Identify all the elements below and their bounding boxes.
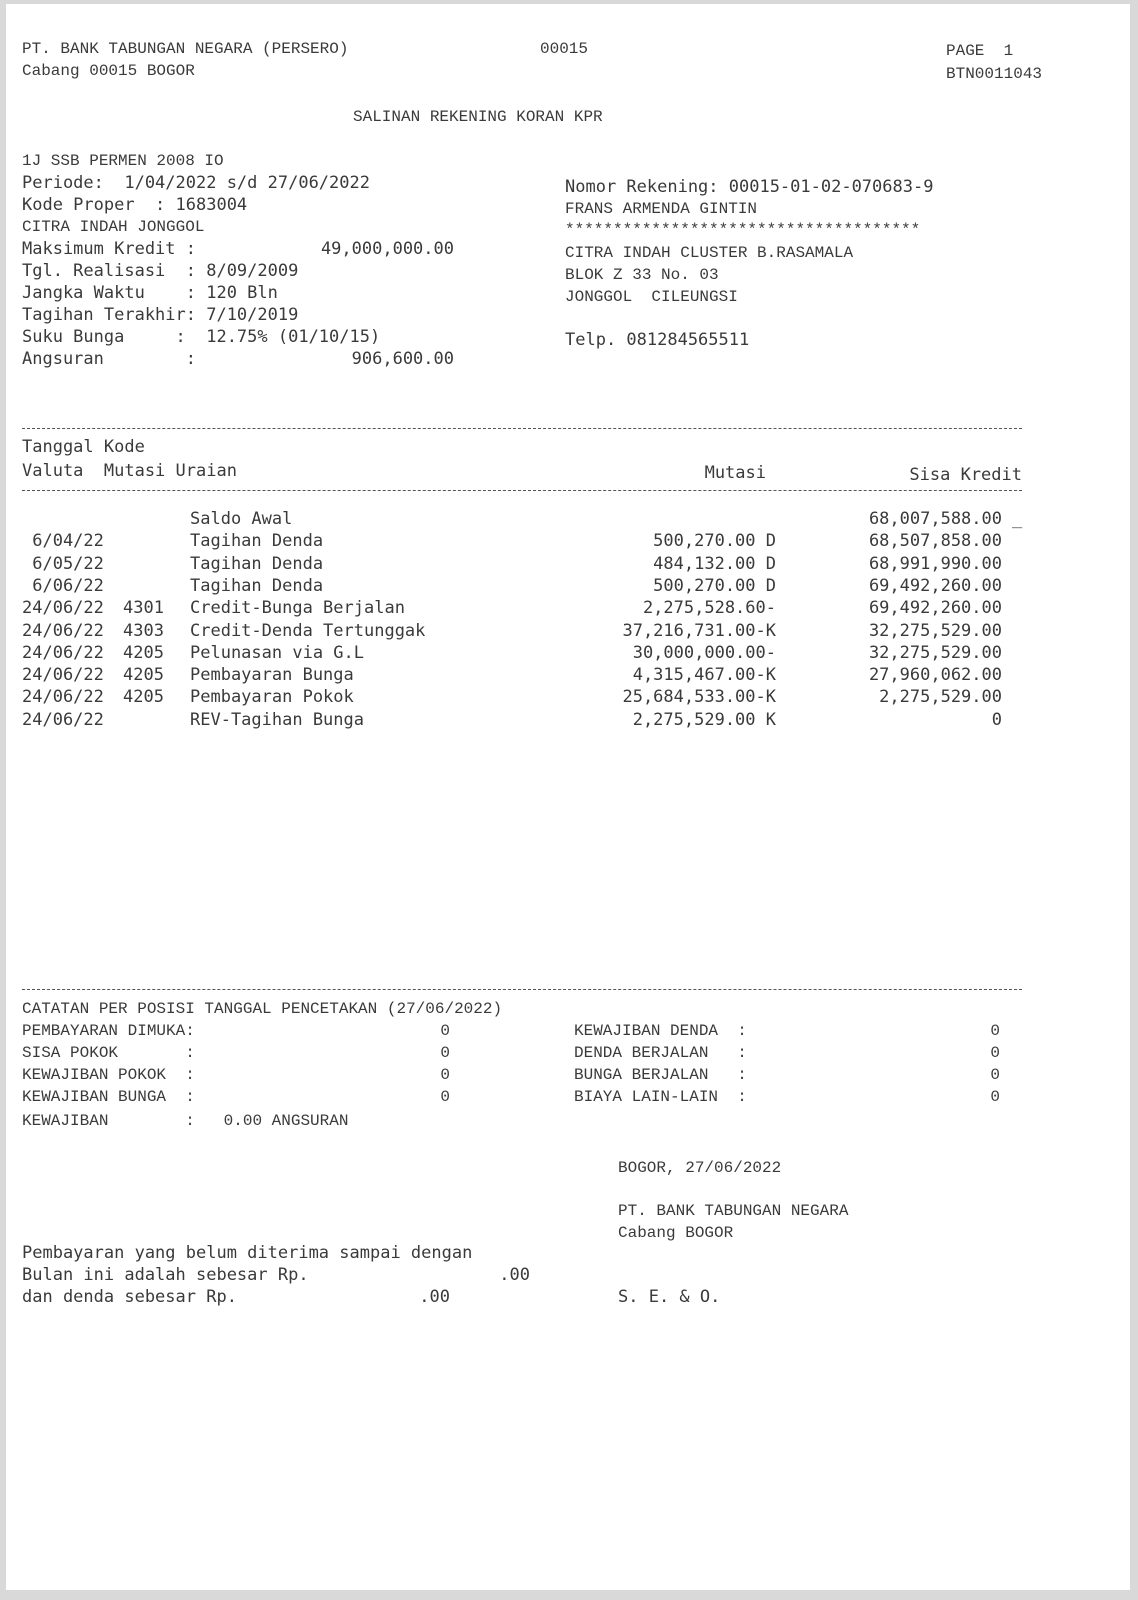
note-value: 0 [440, 1022, 450, 1040]
edge-mark: _ [1012, 509, 1023, 529]
row-code: 4205 [123, 642, 164, 663]
denda-amount: .00 [419, 1287, 450, 1307]
customer-name: FRANS ARMENDA GINTIN [565, 200, 758, 218]
row-sisa-kredit: 68,507,858.00 [868, 531, 1002, 552]
outstanding-note-line-1: Pembayaran yang belum diterima sampai dengan [22, 1243, 473, 1263]
note-value: 0 [440, 1088, 450, 1106]
note-label: BUNGA BERJALAN : [574, 1066, 747, 1084]
note-value: 0 [990, 1044, 1000, 1062]
row-description: REV-Tagihan Bunga [190, 709, 364, 730]
row-description: Tagihan Denda [190, 531, 324, 552]
notes-title: CATATAN PER POSISI TANGGAL PENCETAKAN (27/06/2022) [22, 1000, 503, 1018]
page-number: PAGE 1 [946, 42, 1014, 60]
row-code: 4205 [123, 687, 164, 708]
row-sisa-kredit: 69,492,260.00 [868, 598, 1002, 619]
place-date: BOGOR, 27/06/2022 [618, 1159, 782, 1177]
row-sisa-kredit: 32,275,529.00 [868, 620, 1002, 641]
row-sisa-kredit: 2,275,529.00 [879, 687, 1002, 708]
suku-bunga: Suku Bunga : 12.75% (01/10/15) [22, 327, 381, 347]
row-mutasi: 25,684,533.00-K [622, 687, 776, 708]
note-value: 0 [440, 1066, 450, 1084]
row-date: 24/06/22 [22, 709, 104, 730]
angsuran-value: 906,600.00 [351, 349, 454, 369]
address-line-3: JONGGOL CILEUNGSI [565, 288, 738, 306]
note-label: DENDA BERJALAN : [574, 1044, 747, 1062]
row-code: 4301 [123, 598, 164, 619]
row-date: 6/05/22 [22, 553, 104, 574]
row-mutasi: 2,275,528.60- [642, 598, 776, 619]
outstanding-amount: .00 [499, 1265, 530, 1285]
note-label: KEWAJIBAN BUNGA : [22, 1088, 195, 1106]
note-value: 0 [990, 1088, 1000, 1106]
row-description: Pembayaran Bunga [190, 665, 354, 686]
maksimum-kredit-value: 49,000,000.00 [320, 239, 454, 259]
maksimum-kredit-label: Maksimum Kredit : [22, 239, 196, 259]
row-sisa-kredit: 27,960,062.00 [868, 665, 1002, 686]
branch-code: 00015 [540, 40, 589, 58]
row-description: Credit-Bunga Berjalan [190, 598, 405, 619]
row-date: 6/06/22 [22, 575, 104, 596]
row-description: Tagihan Denda [190, 575, 324, 596]
note-label: SISA POKOK : [22, 1044, 195, 1062]
row-mutasi: 30,000,000.00- [632, 642, 776, 663]
row-sisa-kredit: 68,007,588.00 [868, 509, 1002, 529]
row-date: 24/06/22 [22, 642, 104, 663]
row-date: 24/06/22 [22, 665, 104, 686]
note-label: KEWAJIBAN DENDA : [574, 1022, 747, 1040]
separator-stars: ************************************* [565, 221, 921, 239]
note-label: BIAYA LAIN-LAIN : [574, 1088, 747, 1106]
angsuran-label: Angsuran : [22, 349, 196, 369]
column-header-sisa-kredit: Sisa Kredit [909, 465, 1022, 485]
kode-proper: Kode Proper : 1683004 [22, 195, 248, 215]
row-mutasi: 4,315,467.00-K [632, 665, 776, 686]
row-code: 4303 [123, 620, 164, 641]
row-code: 4205 [123, 665, 164, 686]
address-line-2: BLOK Z 33 No. 03 [565, 266, 719, 284]
project-name: CITRA INDAH JONGGOL [22, 218, 205, 236]
note-label: PEMBAYARAN DIMUKA: [22, 1022, 195, 1040]
periode: Periode: 1/04/2022 s/d 27/06/2022 [22, 173, 370, 193]
row-mutasi: 500,270.00 D [653, 575, 776, 596]
divider [22, 989, 1022, 990]
row-sisa-kredit: 32,275,529.00 [868, 642, 1002, 663]
outstanding-note-line-2: Bulan ini adalah sebesar Rp. [22, 1265, 309, 1285]
row-date: 24/06/22 [22, 620, 104, 641]
note-value: 0 [990, 1022, 1000, 1040]
kewajiban-angsuran: KEWAJIBAN : 0.00 ANGSURAN [22, 1112, 349, 1130]
seo-note: S. E. & O. [618, 1287, 721, 1307]
row-description: Saldo Awal [190, 509, 293, 529]
bank-name: PT. BANK TABUNGAN NEGARA (PERSERO) [22, 40, 349, 58]
doc-code: BTN0011043 [946, 65, 1043, 83]
row-sisa-kredit: 0 [991, 709, 1002, 730]
table-header-line-1: Tanggal Kode [22, 437, 145, 457]
row-mutasi: 500,270.00 D [653, 531, 776, 552]
row-date: 6/04/22 [22, 531, 104, 552]
divider [22, 490, 1022, 491]
address-line-1: CITRA INDAH CLUSTER B.RASAMALA [565, 244, 854, 262]
divider [22, 428, 1022, 429]
outstanding-note-line-3: dan denda sebesar Rp. [22, 1287, 237, 1307]
row-mutasi: 484,132.00 D [653, 553, 776, 574]
note-label: KEWAJIBAN POKOK : [22, 1066, 195, 1084]
row-description: Pembayaran Pokok [190, 687, 354, 708]
row-description: Tagihan Denda [190, 553, 324, 574]
row-mutasi: 2,275,529.00 K [632, 709, 776, 730]
branch-name: Cabang 00015 BOGOR [22, 62, 195, 80]
telephone: Telp. 081284565511 [565, 330, 750, 350]
row-sisa-kredit: 68,991,990.00 [868, 553, 1002, 574]
page-title: SALINAN REKENING KORAN KPR [353, 108, 603, 126]
row-date: 24/06/22 [22, 598, 104, 619]
row-date: 24/06/22 [22, 687, 104, 708]
column-header-mutasi: Mutasi [704, 463, 766, 483]
row-description: Pelunasan via G.L [190, 642, 364, 663]
product-code: 1J SSB PERMEN 2008 IO [22, 152, 224, 170]
statement-sheet [6, 4, 1130, 1590]
nomor-rekening: Nomor Rekening: 00015-01-02-070683-9 [565, 177, 934, 197]
footer-bank-name: PT. BANK TABUNGAN NEGARA [618, 1202, 849, 1220]
tgl-realisasi: Tgl. Realisasi : 8/09/2009 [22, 261, 299, 281]
jangka-waktu: Jangka Waktu : 120 Bln [22, 283, 278, 303]
note-value: 0 [990, 1066, 1000, 1084]
row-mutasi: 37,216,731.00-K [622, 620, 776, 641]
note-value: 0 [440, 1044, 450, 1062]
table-header-line-2: Valuta Mutasi Uraian [22, 461, 237, 481]
footer-branch: Cabang BOGOR [618, 1224, 734, 1242]
row-sisa-kredit: 69,492,260.00 [868, 575, 1002, 596]
row-description: Credit-Denda Tertunggak [190, 620, 426, 641]
tagihan-terakhir: Tagihan Terakhir: 7/10/2019 [22, 305, 299, 325]
